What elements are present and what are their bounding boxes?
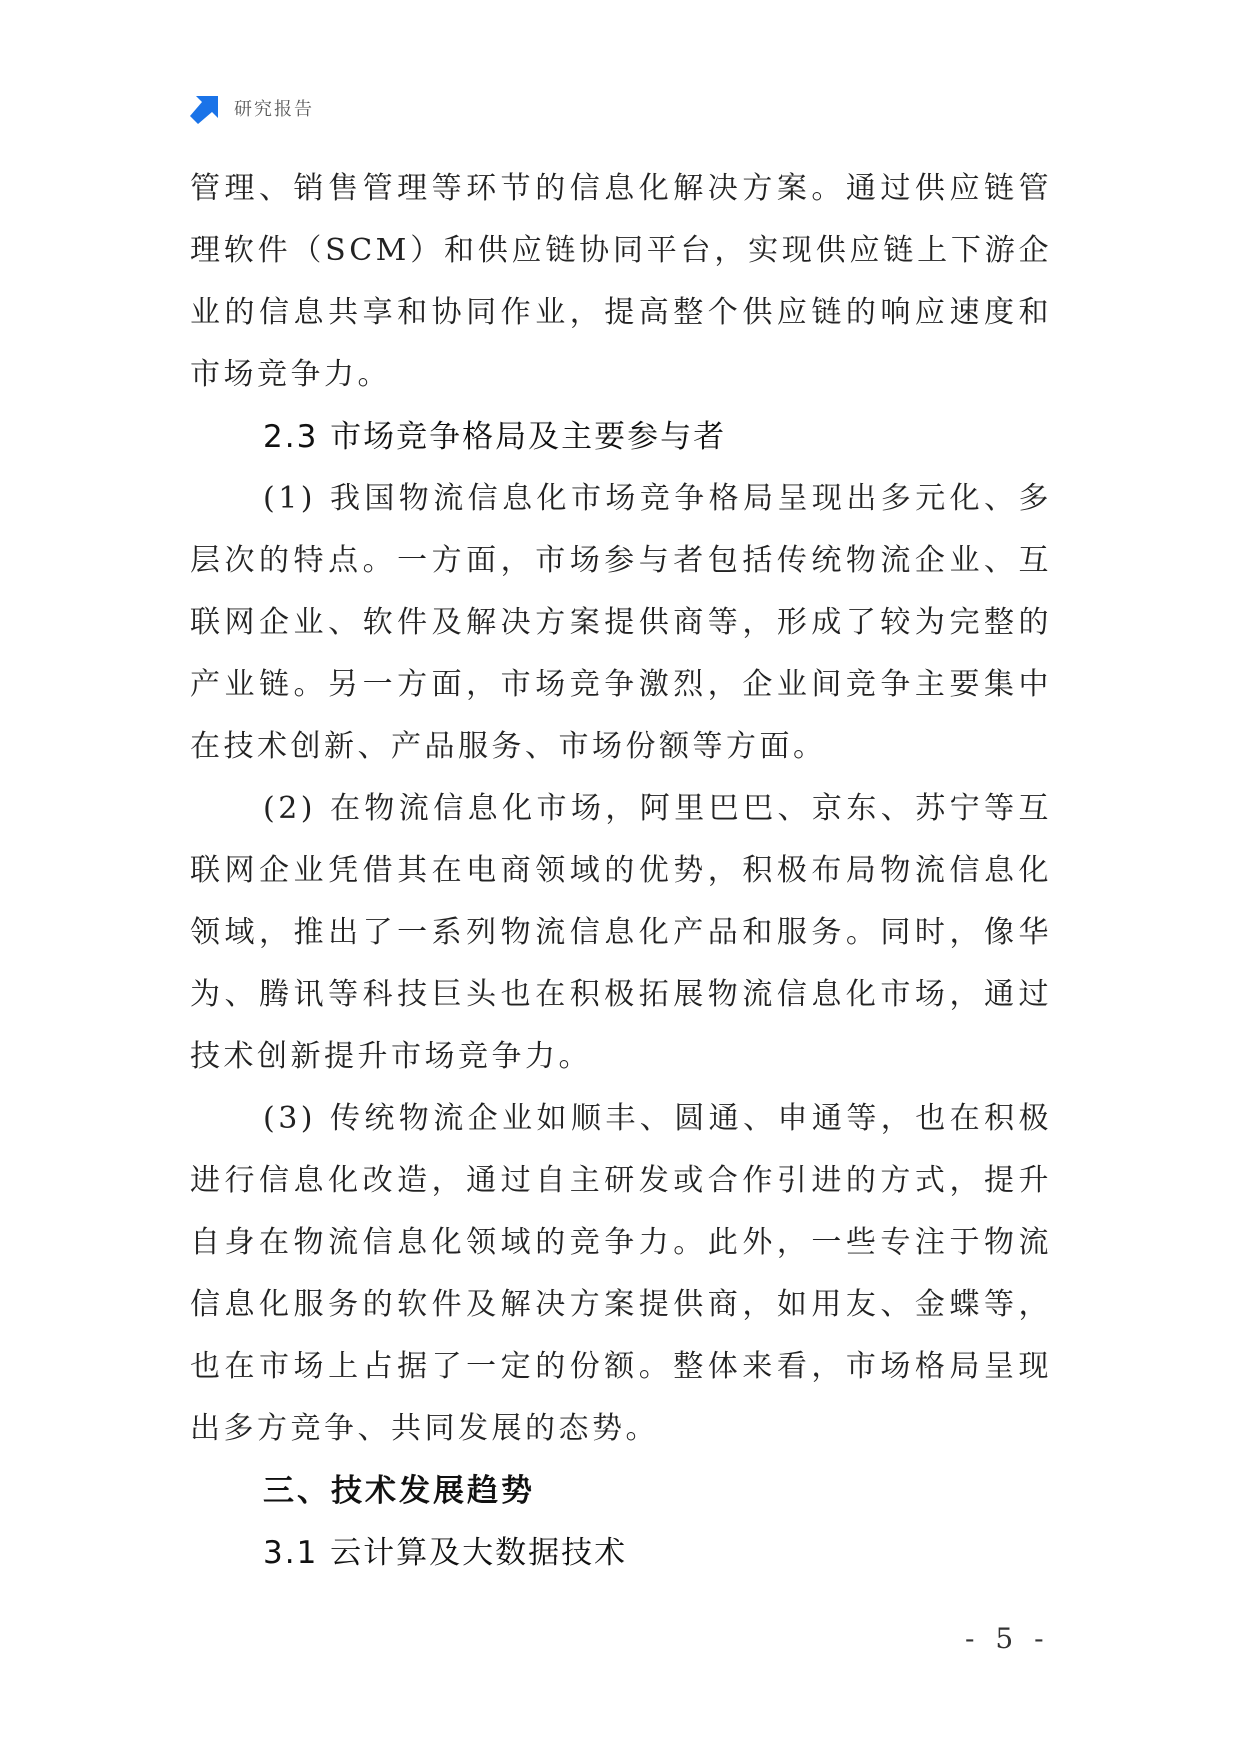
document-body: [190, 158, 1052, 1584]
paragraph-2: (2) 在物流信息化市场，阿里巴巴、京东、苏宁等互联网企业凭借其在电商领域的优势，积极布局物流信息化领域，推出了一系列物流信息化产品和服务。同时，像华为、腾讯等科技巨头也在积极拓展物流信息化市场，通过技术创新提升市场竞争力。: [190, 791, 1052, 1074]
arrow-up-right-icon: [190, 92, 222, 124]
header-title: 研究报告: [234, 99, 314, 120]
paragraph-1: (1) 我国物流信息化市场竞争格局呈现出多元化、多层次的特点。一方面，市场参与者包括传统物流企业、互联网企业、软件及解决方案提供商等，形成了较为完整的产业链。另一方面，市场竞争激烈，企业间竞争主要集中在技术创新、产品服务、市场份额等方面。: [190, 481, 1052, 764]
chapter-heading-3: 三、技术发展趋势: [263, 1473, 535, 1509]
section-heading-3-1: 3.1 云计算及大数据技术: [263, 1535, 628, 1571]
page-number: - 5 -: [965, 1622, 1050, 1655]
paragraph-3: (3) 传统物流企业如顺丰、圆通、申通等，也在积极进行信息化改造，通过自主研发或合作引进的方式，提升自身在物流信息化领域的竞争力。此外，一些专注于物流信息化服务的软件及解决方案提供商，如用友、金蝶等，也在市场上占据了一定的份额。整体来看，市场格局呈现出多方竞争、共同发展的态势。: [190, 1101, 1052, 1446]
paragraph-intro: 管理、销售管理等环节的信息化解决方案。通过供应链管理软件（SCM）和供应链协同平台，实现供应链上下游企业的信息共享和协同作业，提高整个供应链的响应速度和市场竞争力。: [190, 171, 1052, 392]
section-heading-2-3: 2.3 市场竞争格局及主要参与者: [263, 419, 727, 455]
report-header: [190, 90, 314, 126]
